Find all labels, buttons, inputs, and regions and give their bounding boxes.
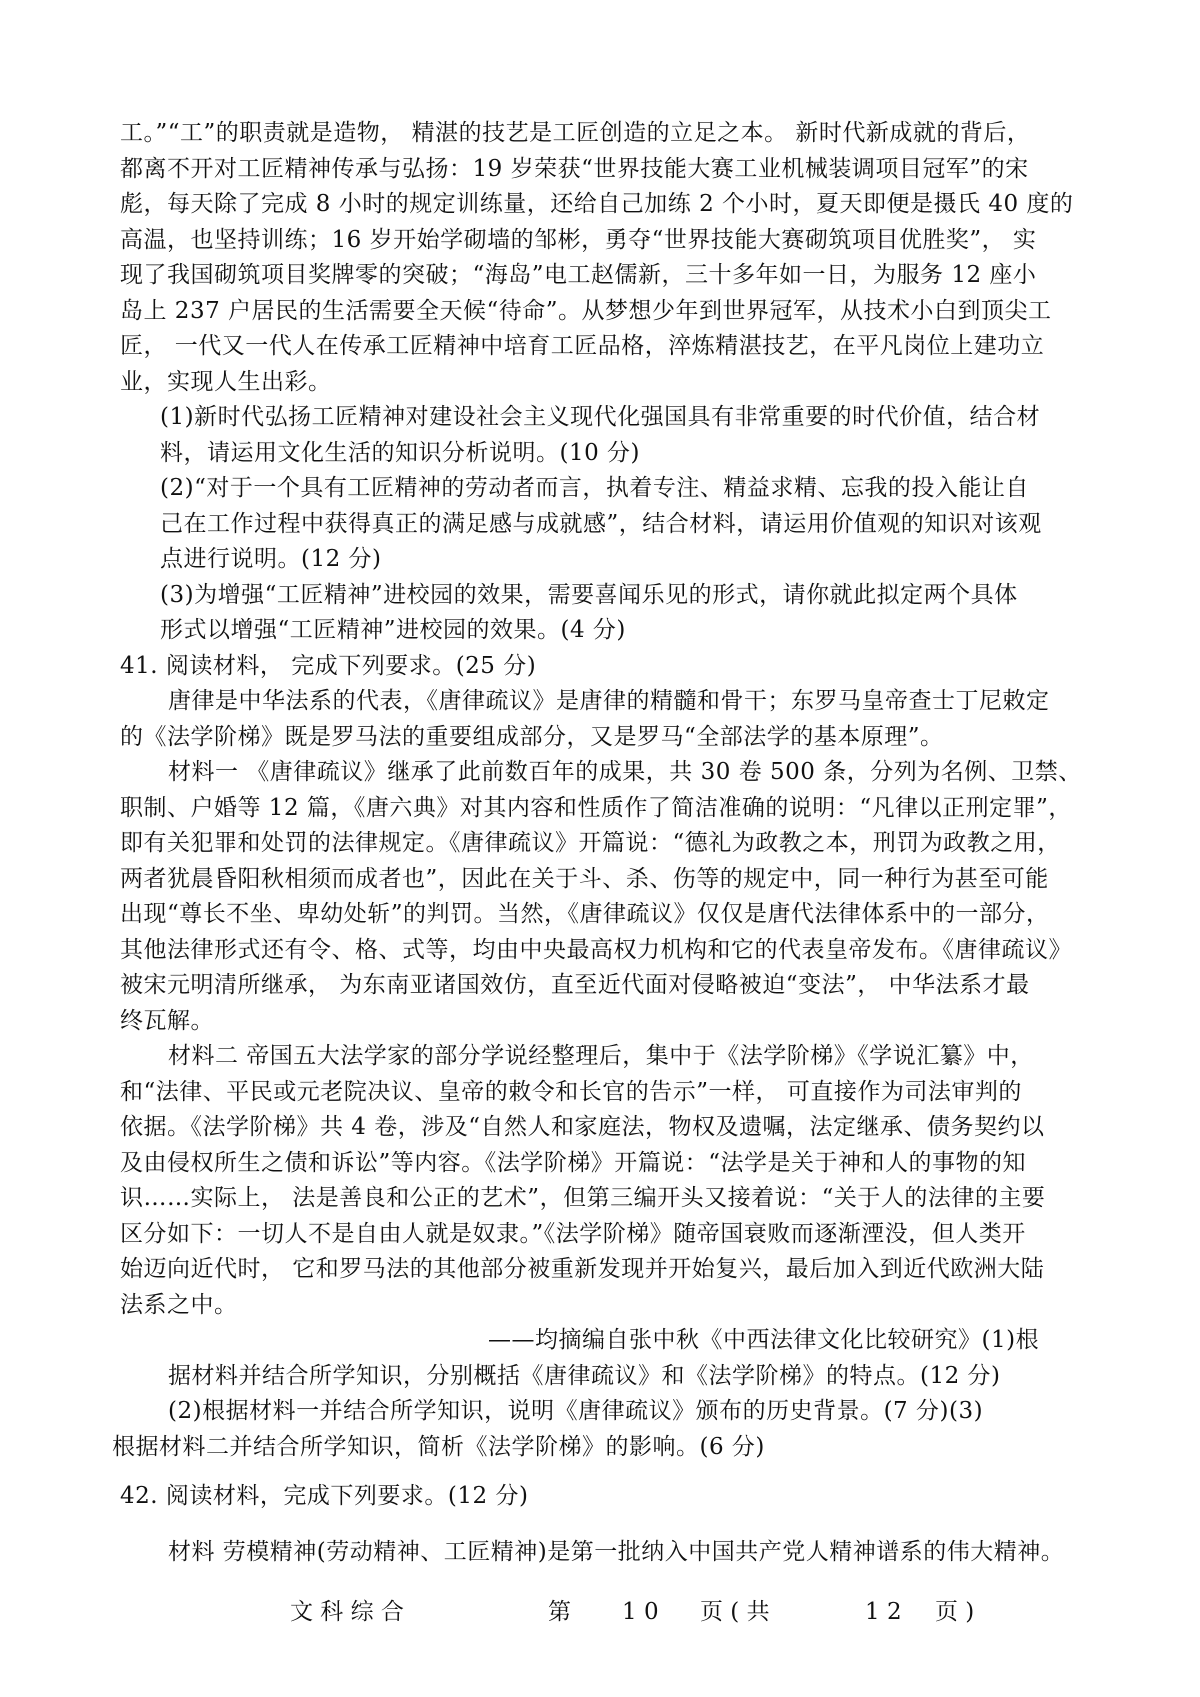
material-two-line: 始迈向近代时， 它和罗马法的其他部分被重新发现并开始复兴，最后加入到近代欧洲大陆: [120, 1256, 1045, 1282]
text-line: 料，请运用文化生活的知识分析说明。(10 分): [160, 440, 641, 466]
text-line: 工。”“工”的职责就是造物， 精湛的技艺是工匠创造的立足之本。 新时代新成就的背后，: [120, 120, 1031, 146]
sub-question-2: (2)“对于一个具有工匠精神的劳动者而言，执着专注、精益求精、忘我的投入能让自: [160, 475, 1029, 501]
text-line: 都离不开对工匠精神传承与弘扬：19 岁荣获“世界技能大赛工业机械装调项目冠军”的宋: [120, 156, 1029, 182]
question-41-heading: 41. 阅读材料， 完成下列要求。(25 分): [120, 653, 537, 679]
footer-page-prefix: 第: [548, 1599, 571, 1625]
material-two-line: 依据。《法学阶梯》共 4 卷，涉及“自然人和家庭法，物权及遗嘱，法定继承、债务契约以: [120, 1114, 1045, 1140]
text-line: 高温，也坚持训练；16 岁开始学砌墙的邹彬，勇夺“世界技能大赛砌筑项目优胜奖”， 实: [120, 227, 1037, 253]
material-one-line: 终瓦解。: [120, 1008, 214, 1034]
footer-page-suffix: 页 ): [935, 1599, 975, 1625]
text-line: 彪，每天除了完成 8 小时的规定训练量，还给自己加练 2 个小时，夏天即便是摄氏 40 度的: [120, 191, 1074, 217]
text-line: 现了我国砌筑项目奖牌零的突破；“海岛”电工赵儒新，三十多年如一日，为服务 12 座小: [120, 262, 1037, 288]
footer-subject: 文 科 综 合: [290, 1599, 404, 1625]
sub-question-3: (3)为增强“工匠精神”进校园的效果，需要喜闻乐见的形式，请你就此拟定两个具体: [160, 582, 1018, 608]
text-line: 唐律是中华法系的代表，《唐律疏议》是唐律的精髓和骨干；东罗马皇帝查士丁尼敕定: [168, 688, 1050, 714]
material-one-line: 职制、户婚等 12 篇，《唐六典》对其内容和性质作了简洁准确的说明：“凡律以正刑定罪”，: [120, 795, 1072, 821]
footer-total-pages: 1 2: [865, 1599, 902, 1625]
material-two-line: 识……实际上， 法是善良和公正的艺术”，但第三编开头又接着说：“关于人的法律的主要: [120, 1185, 1046, 1211]
material-one-line: 出现“尊长不坐、卑幼处斩”的判罚。当然，《唐律疏议》仅仅是唐代法律体系中的一部分，: [120, 901, 1050, 927]
material-two-line: 和“法律、平民或元老院决议、皇帝的敕令和长官的告示”一样， 可直接作为司法审判的: [120, 1079, 1022, 1105]
question-42-heading: 42. 阅读材料，完成下列要求。(12 分): [120, 1483, 529, 1509]
question-line: 根据材料二并结合所学知识，简析《法学阶梯》的影响。(6 分): [112, 1434, 765, 1460]
material-one-line: 其他法律形式还有令、格、式等，均由中央最高权力机构和它的代表皇帝发布。《唐律疏议》: [120, 937, 1072, 963]
material-two-line: 区分如下：一切人不是自由人就是奴隶。”《法学阶梯》随帝国衰败而逐渐湮没，但人类开: [120, 1221, 1026, 1247]
text-line: 己在工作过程中获得真正的满足感与成就感”，结合材料，请运用价值观的知识对该观: [160, 511, 1042, 537]
sub-question-1: (1)新时代弘扬工匠精神对建设社会主义现代化强国具有非常重要的时代价值，结合材: [160, 404, 1041, 430]
question-line: (2)根据材料一并结合所学知识，说明《唐律疏议》颁布的历史背景。(7 分)(3): [168, 1398, 984, 1424]
footer-page-number: 1 0: [622, 1599, 659, 1625]
footer-page-label: 页 ( 共: [700, 1599, 770, 1625]
material-two-line: 及由侵权所生之债和诉讼”等内容。《法学阶梯》开篇说：“法学是关于神和人的事物的知: [120, 1150, 1027, 1176]
text-line: 岛上 237 户居民的生活需要全天候“待命”。从梦想少年到世界冠军，从技术小白到顶尖工: [120, 298, 1052, 324]
text-line: 点进行说明。(12 分): [160, 546, 382, 572]
material-one-line: 材料一 《唐律疏议》继承了此前数百年的成果，共 30 卷 500 条，分列为名例、卫禁、: [168, 759, 1082, 785]
material-one-line: 被宋元明清所继承， 为东南亚诸国效仿，直至近代面对侵略被迫“变法”， 中华法系才最: [120, 972, 1030, 998]
material-two-line: 材料二 帝国五大法学家的部分学说经整理后，集中于《法学阶梯》《学说汇纂》中，: [168, 1043, 1034, 1069]
text-line: 业，实现人生出彩。: [120, 369, 332, 395]
material-one-line: 两者犹晨昏阳秋相须而成者也”，因此在关于斗、杀、伤等的规定中，同一种行为甚至可能: [120, 866, 1049, 892]
text-line: 形式以增强“工匠精神”进校园的效果。(4 分): [160, 617, 626, 643]
material-one-line: 即有关犯罪和处罚的法律规定。《唐律疏议》开篇说：“德礼为政教之本，刑罚为政教之用，: [120, 830, 1061, 856]
text-line: 的《法学阶梯》既是罗马法的重要组成部分，又是罗马“全部法学的基本原理”。: [120, 724, 944, 750]
question-line: 据材料并结合所学知识，分别概括《唐律疏议》和《法学阶梯》的特点。(12 分): [168, 1363, 1001, 1389]
material-two-line: 法系之中。: [120, 1292, 238, 1318]
question-42-material: 材料 劳模精神(劳动精神、工匠精神)是第一批纳入中国共产党人精神谱系的伟大精神。: [168, 1539, 1065, 1565]
text-line: 匠， 一代又一代人在传承工匠精神中培育工匠品格，淬炼精湛技艺，在平凡岗位上建功立: [120, 333, 1045, 359]
source-citation: ——均摘编自张中秋《中西法律文化比较研究》(1)根: [488, 1327, 1040, 1353]
